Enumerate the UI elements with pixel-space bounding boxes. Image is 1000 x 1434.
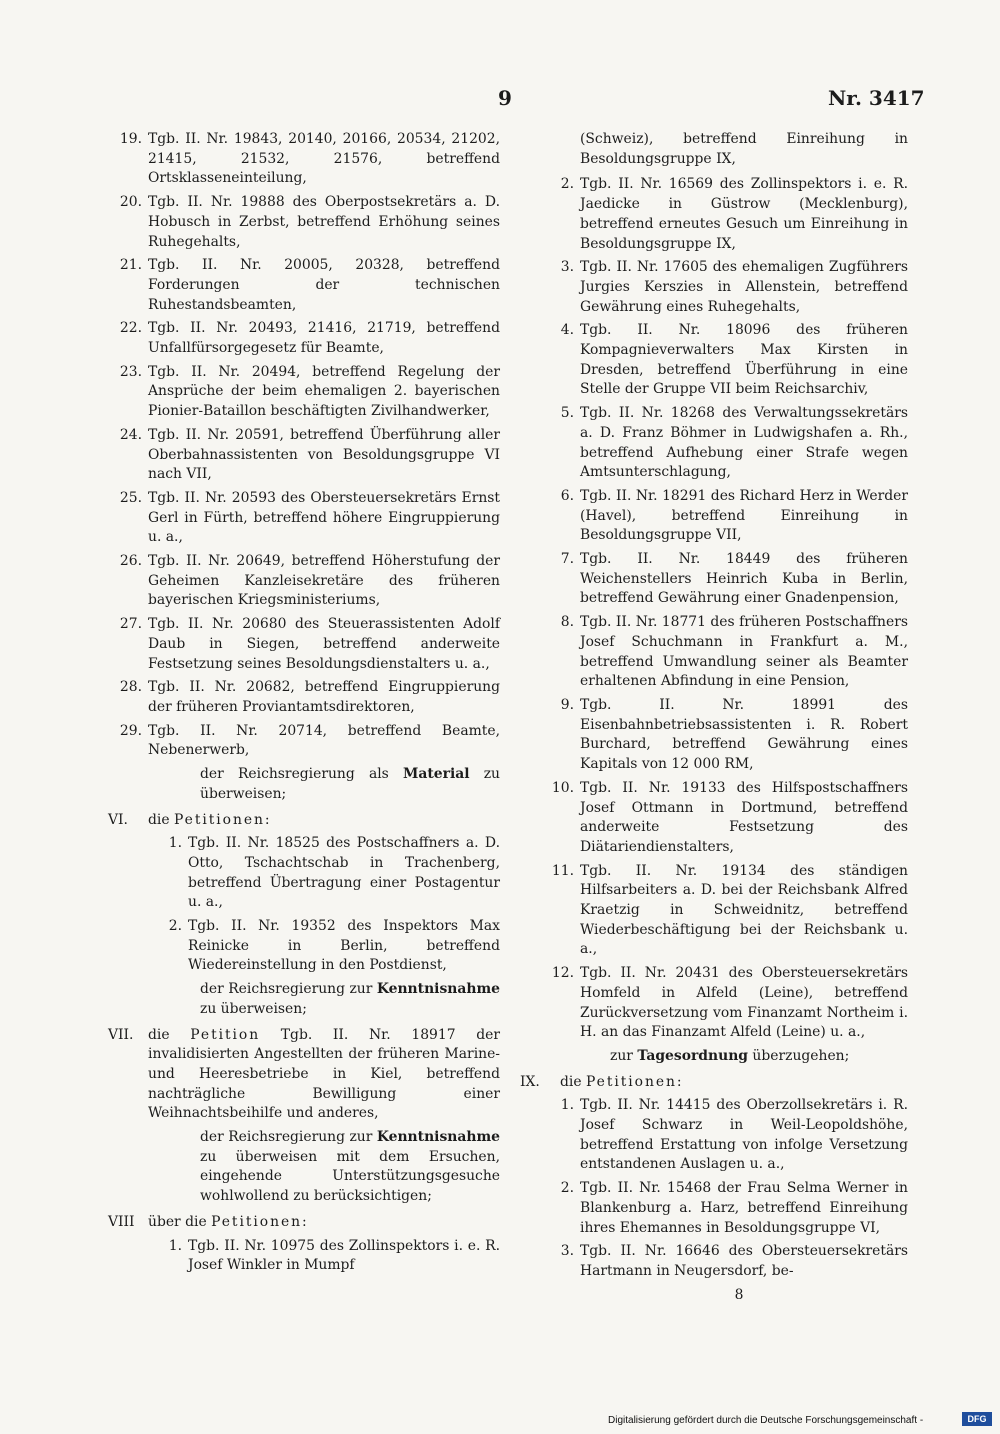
section-vi-list <box>108 834 500 976</box>
list-item <box>108 256 500 315</box>
list-item <box>530 404 908 483</box>
conclusion-kenntnisnahme-vii <box>108 1128 500 1207</box>
item-number: 26. <box>119 553 142 570</box>
section-ix-list <box>530 1096 908 1281</box>
list-item <box>108 319 500 358</box>
conclusion-material <box>108 765 500 804</box>
list-item <box>108 193 500 252</box>
section-numeral: VI. <box>108 811 128 828</box>
conclusion-keyword: Material <box>403 766 470 783</box>
item-number: 21. <box>119 257 142 274</box>
item-number: 1. <box>560 1097 574 1114</box>
continued-item-text: (Schweiz), betreffend Einreihung in Besoldungsgruppe IX, <box>580 131 908 167</box>
list-item <box>530 175 908 254</box>
item-text: Tgb. II. Nr. 19843, 20140, 20166, 20534, 21202, 21415, 21532, 21576, betreffend Ortsklasseneinteilung, <box>148 131 500 187</box>
conclusion-keyword: Kenntnisnahme <box>376 1129 500 1146</box>
left-column <box>108 130 500 1280</box>
item-text: Tgb. II. Nr. 20649, betreffend Höherstufung der Geheimen Kanzleisekretäre des früheren bayerischen Kriegsministeriums, <box>148 553 500 609</box>
item-text: Tgb. II. Nr. 20431 des Obersteuersekretärs Homfeld in Alfeld (Leine), betreffend Zurückversetzung vom Finanzamt Northeim i. H. an das Finanzamt Alfeld (Leine) u. a., <box>580 965 908 1041</box>
item-text: Tgb. II. Nr. 19888 des Oberpostsekretärs a. D. Hobusch in Zerbst, betreffend Erhöhung seines Ruhegehalts, <box>148 194 500 250</box>
section-numeral: IX. <box>520 1073 540 1090</box>
item-text: Tgb. II. Nr. 16569 des Zollinspektors i. e. R. Jaedicke in Güstrow (Mecklenburg), betreffend erneutes Gesuch um Einreihung in Besoldungsgruppe IX, <box>580 176 908 252</box>
list-item <box>108 130 500 189</box>
item-text: Tgb. II. Nr. 10975 des Zollinspektors i. e. R. Josef Winkler in Mumpf <box>188 1237 500 1274</box>
item-text: Tgb. II. Nr. 14415 des Oberzollsekretärs i. R. Josef Schwarz in Weil-Leopoldshöhe, betreffend Erstattung von infolge Versetzung entstandenen Auslagen u. a., <box>580 1097 908 1173</box>
item-text: Tgb. II. Nr. 20680 des Steuerassistenten Adolf Daub in Siegen, betreffend anderweite Festsetzung seines Besoldungsdienstalters u. a., <box>148 616 500 672</box>
item-text: Tgb. II. Nr. 20714, betreffend Beamte, Nebenerwerb, <box>148 722 500 759</box>
item-number: 9. <box>560 696 574 713</box>
item-number: 12. <box>551 965 574 982</box>
conclusion-text: zu überweisen mit dem Ersuchen, eingehende Unterstützungsgesuche wohlwollend zu berücksichtigen; <box>200 1148 500 1205</box>
list-item <box>530 1242 908 1281</box>
section-lead: die <box>148 811 174 828</box>
item-number: 25. <box>119 489 142 506</box>
item-number: 20. <box>119 194 142 211</box>
list-item <box>530 862 908 961</box>
item-text: Tgb. II. Nr. 18449 des früheren Weichenstellers Heinrich Kuba in Berlin, betreffend Gewährung einer Gnadenpension, <box>580 551 908 607</box>
section-lead: über die <box>148 1213 212 1230</box>
item-number: 5. <box>560 405 574 422</box>
conclusion-tagesordnung <box>530 1047 908 1067</box>
right-column <box>520 130 908 1305</box>
item-text: Tgb. II. Nr. 20593 des Obersteuersekretärs Ernst Gerl in Fürth, betreffend höhere Eingruppierung u. a., <box>148 489 500 546</box>
item-number: 1. <box>168 1237 182 1254</box>
section-keyword: Petitionen <box>585 1073 677 1090</box>
list-item <box>530 1179 908 1238</box>
item-text: Tgb. II. Nr. 20591, betreffend Überführung aller Oberbahnassistenten von Besoldungsgruppe VI nach VII, <box>148 426 500 483</box>
item-text: Tgb. II. Nr. 20682, betreffend Eingruppierung der früheren Proviantamtsdirektoren, <box>148 679 500 715</box>
item-text: Tgb. II. Nr. 16646 des Obersteuersekretärs Hartmann in Neugersdorf, be- <box>580 1243 908 1279</box>
item-number: 11. <box>551 862 574 879</box>
list-item <box>530 487 908 546</box>
section-ix-heading: IX. die Petitionen: <box>520 1073 908 1093</box>
item-number: 22. <box>119 320 142 337</box>
item-number: 4. <box>560 322 574 339</box>
item-text: Tgb. II. Nr. 19352 des Inspektors Max Reinicke in Berlin, betreffend Wiedereinstellung in den Postdienst, <box>188 918 500 974</box>
item-text: Tgb. II. Nr. 19134 des ständigen Hilfsarbeiters a. D. bei der Reichsbank Alfred Kraetzig in Schweidnitz, betreffend Wiederbeschäftigung bei der Reichsbank u. a., <box>580 862 908 958</box>
section-numeral: VII. <box>108 1026 134 1043</box>
item-text: Tgb. II. Nr. 18991 des Eisenbahnbetriebsassistenten i. R. Robert Burchard, betreffend Gewährung eines Kapitals von 12 000 RM, <box>580 696 908 773</box>
section-keyword: Petitionen <box>173 811 265 828</box>
list-item <box>530 258 908 317</box>
section-lead: die <box>560 1073 586 1090</box>
item-number: 19. <box>119 131 142 147</box>
list-item <box>108 615 500 674</box>
section-vi-heading: VI. die Petitionen: <box>108 811 500 831</box>
conclusion-text: der Reichsregierung zur <box>200 981 377 998</box>
item-text: Tgb. II. Nr. 19133 des Hilfspostschaffners Josef Ottmann in Dortmund, betreffend anderweite Festsetzung des Diätariendienstalters, <box>580 779 908 855</box>
document-number: Nr. 3417 <box>828 86 925 110</box>
conclusion-text: der Reichsregierung als <box>200 766 404 783</box>
dfg-logo: DFG <box>962 1412 992 1426</box>
section-lead: die <box>148 1026 191 1043</box>
item-number: 10. <box>551 779 574 796</box>
list-item <box>108 363 500 422</box>
list-item <box>530 321 908 400</box>
item-number: 8. <box>560 614 574 631</box>
section-numeral: VIII <box>108 1213 135 1230</box>
item-text: Tgb. II. Nr. 18096 des früheren Kompagnieverwalters Max Kirsten in Dresden, betreffend Überführung in eine Stelle der Gruppe VII beim Reichsarchiv, <box>580 322 908 398</box>
item-number: 23. <box>119 363 142 380</box>
list-item <box>530 1096 908 1175</box>
list-item <box>108 552 500 611</box>
item-number: 2. <box>560 176 574 193</box>
item-number: 2. <box>168 918 182 935</box>
item-number: 3. <box>560 259 574 276</box>
item-text: Tgb. II. Nr. 18268 des Verwaltungssekretärs a. D. Franz Böhmer in Ludwigshafen a. Rh., betreffend Aufhebung einer Strafe wegen Amtsunterschlagung, <box>580 405 908 481</box>
list-item <box>530 964 908 1043</box>
section-text: Tgb. II. Nr. 18917 der invalidisierten Angestellten der früheren Marine- und Heeresbetriebe in Kiel, betreffend nachträgliche Bewilligung einer Weihnachtsbeihilfe und anderes, <box>148 1026 500 1122</box>
list-item <box>108 834 500 913</box>
item-text: Tgb. II. Nr. 18291 des Richard Herz in Werder (Havel), betreffend Einreihung in Besoldungsgruppe VII, <box>580 487 908 544</box>
list-item <box>108 678 500 717</box>
item-text: Tgb. II. Nr. 17605 des ehemaligen Zugführers Jurgies Kerszies in Allenstein, betreffend Gewährung eines Ruhegehalts, <box>580 259 908 315</box>
list-item <box>108 1237 500 1276</box>
item-text: Tgb. II. Nr. 18525 des Postschaffners a. D. Otto, Tschachtschab in Trachenberg, betreffend Übertragung einer Postagentur u. a., <box>188 835 500 911</box>
item-number: 7. <box>560 551 574 568</box>
item-number: 29. <box>119 722 142 739</box>
signature-mark: 8 <box>734 1286 744 1303</box>
page-number: 9 <box>498 86 512 110</box>
conclusion-text: zu überweisen; <box>200 1000 307 1017</box>
item-number: 24. <box>119 426 142 443</box>
list-item <box>530 550 908 609</box>
conclusion-keyword: Tagesordnung <box>637 1047 749 1064</box>
item-number: 1. <box>168 835 182 852</box>
item-number: 2. <box>560 1180 574 1197</box>
conclusion-text: überzugehen; <box>748 1047 850 1064</box>
conclusion-keyword: Kenntnisnahme <box>376 981 500 998</box>
list-item <box>530 613 908 692</box>
conclusion-text: zu überweisen; <box>200 766 500 802</box>
section-keyword: Petitionen <box>211 1213 303 1230</box>
item-number: 3. <box>560 1243 574 1260</box>
item-text: Tgb. II. Nr. 18771 des früheren Postschaffners Josef Schuchmann in Frankfurt a. M., betreffend Umwandlung seiner als Beamter erhaltenen Abfindung in eine Pension, <box>580 614 908 690</box>
list-item <box>108 917 500 976</box>
section-viii-list <box>530 175 908 1043</box>
section-vii <box>108 1026 500 1125</box>
list-item <box>530 779 908 858</box>
item-number: 28. <box>119 679 142 696</box>
footer-credit: Digitalisierung gefördert durch die Deutsche Forschungsgemeinschaft - <box>608 1415 924 1426</box>
section-keyword: Petition <box>190 1026 261 1043</box>
item-text: Tgb. II. Nr. 20005, 20328, betreffend Forderungen der technischen Ruhestandsbeamten, <box>148 257 500 313</box>
section-viii-heading: VIII über die Petitionen: <box>108 1213 500 1233</box>
list-item <box>108 489 500 548</box>
conclusion-text: der Reichsregierung zur <box>200 1129 377 1146</box>
list-item <box>530 696 908 775</box>
conclusion-text: zur <box>610 1047 638 1064</box>
petition-list-v-continued <box>108 130 500 761</box>
item-text: Tgb. II. Nr. 20494, betreffend Regelung der Ansprüche der beim ehemaligen 2. bayerischen Pionier-Bataillon beschäftigten Zivilhandwerker, <box>148 363 500 420</box>
item-text: Tgb. II. Nr. 15468 der Frau Selma Werner in Blankenburg a. Harz, betreffend Einreihung ihres Ehemannes in Besoldungsgruppe VI, <box>580 1180 908 1236</box>
item-number: 6. <box>560 487 574 504</box>
list-item <box>108 722 500 761</box>
item-text: Tgb. II. Nr. 20493, 21416, 21719, betreffend Unfallfürsorgegesetz für Beamte, <box>148 320 500 357</box>
item-number: 27. <box>119 616 142 633</box>
conclusion-kenntnisnahme-vi <box>108 980 500 1019</box>
list-item <box>108 426 500 485</box>
